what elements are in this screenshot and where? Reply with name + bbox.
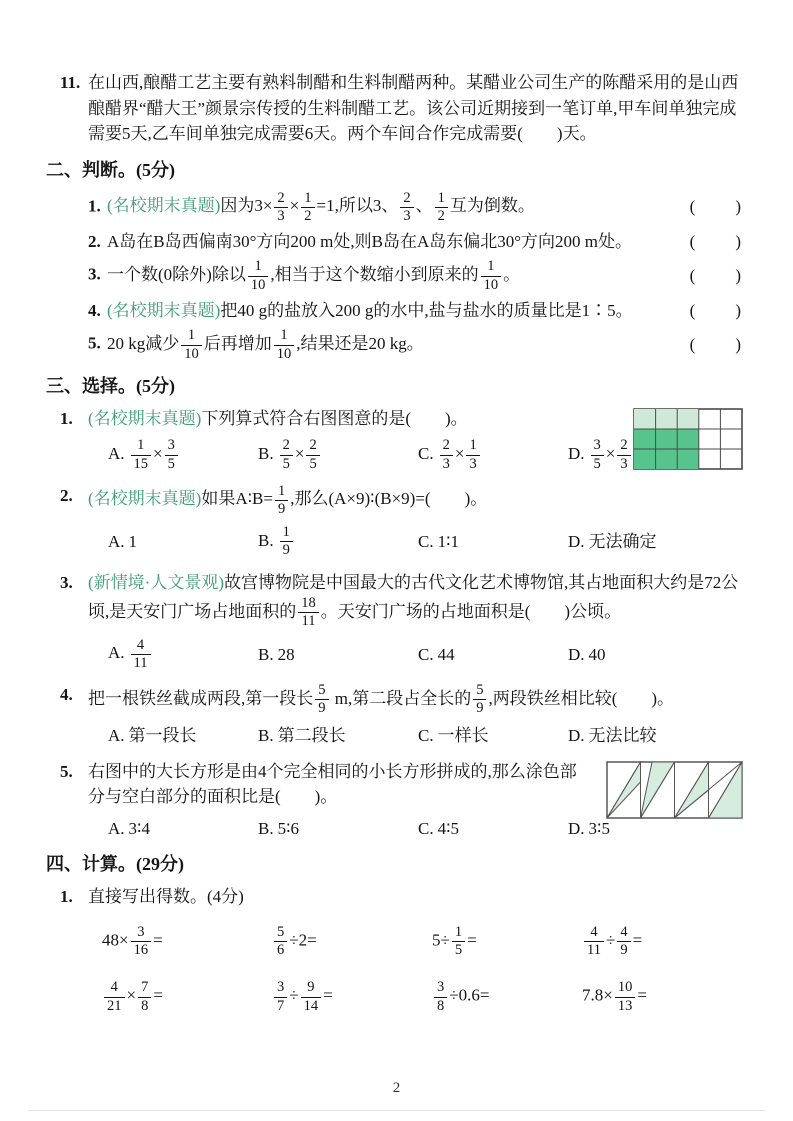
fraction: $\frac{4}{21}$ bbox=[104, 980, 125, 1013]
fraction: $\frac{1}{2}$ bbox=[301, 191, 314, 224]
expression: $\frac{3}{7}$ ÷ $\frac{9}{14}$ = bbox=[272, 979, 432, 1014]
option-D: D. $\frac{3}{5}$ × $\frac{2}{3}$ bbox=[568, 437, 743, 472]
question-number: 5. bbox=[60, 761, 73, 781]
judgment-item-5 bbox=[60, 327, 743, 362]
expression: $\frac{4}{11}$ ÷ $\frac{4}{9}$ = bbox=[582, 924, 743, 959]
question-11 bbox=[60, 70, 743, 147]
option-D: D. 40 bbox=[568, 644, 606, 664]
question-text: (名校期末真题)下列算式符合右图图意的是( )。 bbox=[88, 408, 468, 428]
question-number: 4. bbox=[60, 685, 73, 704]
fraction: $\frac{3}{16}$ bbox=[131, 925, 152, 958]
question-number: 5. bbox=[88, 334, 101, 353]
expression: 48× $\frac{3}{16}$ = bbox=[102, 923, 163, 959]
option-B: B. $\frac{2}{5}$ × $\frac{2}{5}$ bbox=[258, 437, 418, 472]
question-number: 11. bbox=[60, 73, 81, 92]
fraction: $\frac{5}{6}$ bbox=[274, 925, 287, 958]
fraction: $\frac{3}{7}$ bbox=[274, 980, 287, 1013]
option-A: A. $\frac{1}{15}$ × $\frac{3}{5}$ bbox=[108, 437, 258, 472]
question-number: 1. bbox=[88, 196, 101, 216]
choice-item-4 bbox=[60, 682, 743, 749]
fraction: $\frac{2}{5}$ bbox=[280, 438, 293, 471]
calc-row-2 bbox=[102, 979, 743, 1014]
question-text: (名校期末真题)因为3× $\frac{2}{3}$ × $\frac{1}{2}$ =1,所以3、 $\frac{2}{3}$ 、 $\frac{1}{2}$ 互为倒数。 bbox=[107, 189, 535, 224]
section-title-choice: 三、选择。(5分) bbox=[46, 375, 175, 396]
question-text: A岛在B岛西偏南30°方向200 m处,则B岛在A岛东偏北30°方向200 m处。 bbox=[107, 231, 633, 251]
question-text: (名校期末真题)如果A∶B= $\frac{1}{9}$ ,那么(A×9)∶(B×9)=( )。 bbox=[88, 482, 488, 517]
expression: 5÷ $\frac{1}{5}$ = bbox=[432, 923, 477, 959]
choice-item-2 bbox=[60, 483, 743, 560]
section-title-calculation: 四、计算。(29分) bbox=[46, 854, 184, 875]
calc-row-1 bbox=[102, 924, 743, 959]
expression: $\frac{4}{21}$ × $\frac{7}{8}$ = bbox=[102, 979, 272, 1014]
question-text: (新情境·人文景观)故宫博物院是中国最大的古代文化艺术博物馆,其占地面积大约是72公顷,是天安门广场占地面积的 $\frac{18}{11}$ 。天安门广场的占地面积是( )公顷。 bbox=[88, 572, 739, 630]
question-text: 右图中的大长方形是由4个完全相同的小长方形拼成的,那么涂色部分与空白部分的面积比是( )。 bbox=[88, 761, 577, 807]
option-B: B. 28 bbox=[258, 644, 295, 664]
question-number: 2. bbox=[60, 485, 73, 505]
option-C: C. $\frac{2}{3}$ × $\frac{1}{3}$ bbox=[418, 437, 568, 472]
fraction: $\frac{4}{9}$ bbox=[617, 925, 630, 958]
option-A: A. 第一段长 bbox=[108, 726, 197, 746]
option-C: C. 1∶1 bbox=[418, 532, 460, 552]
fraction: $\frac{10}{13}$ bbox=[615, 980, 636, 1013]
fraction: $\frac{3}{5}$ bbox=[591, 438, 604, 471]
expression: $\frac{3}{8}$ ÷0.6= bbox=[432, 979, 582, 1014]
fraction: $\frac{5}{9}$ bbox=[473, 683, 486, 716]
option-C: C. 4∶5 bbox=[418, 818, 460, 838]
question-text: 一个数(0除外)除以 $\frac{1}{10}$ ,相当于这个数缩小到原来的 $\frac{1}{10}$ 。 bbox=[107, 258, 521, 293]
option-C: C. 44 bbox=[418, 644, 455, 664]
fraction: $\frac{1}{10}$ bbox=[274, 328, 295, 361]
question-number: 1. bbox=[60, 408, 73, 428]
fraction: $\frac{1}{5}$ bbox=[452, 925, 465, 958]
question-number: 2. bbox=[88, 231, 101, 251]
option-D: D. 3∶5 bbox=[568, 818, 610, 838]
question-number: 3. bbox=[60, 572, 73, 592]
judgment-item-1 bbox=[60, 190, 743, 225]
answer-blank: ( ) bbox=[689, 300, 743, 320]
question-number: 4. bbox=[88, 300, 101, 320]
subtitle-number: 1. bbox=[60, 887, 73, 907]
fraction: $\frac{1}{15}$ bbox=[131, 438, 152, 471]
question-number: 3. bbox=[88, 265, 101, 285]
option-A: A. 3∶4 bbox=[108, 818, 150, 838]
option-A: A. 1 bbox=[108, 532, 138, 552]
question-text: 在山西,酿醋工艺主要有熟料制醋和生料制醋两种。某醋业公司生产的陈醋采用的是山西酿醋界“醋大王”颜景宗传授的生料制醋工艺。该公司近期接到一笔订单,甲车间单独完成需要5天,乙车间单独完成需要6天。两个车间合作完成需要( )天。 bbox=[88, 73, 739, 143]
fraction: $\frac{3}{8}$ bbox=[434, 980, 447, 1013]
option-A: A. $\frac{4}{11}$ bbox=[108, 637, 258, 672]
choice-item-1 bbox=[60, 406, 743, 473]
fraction: $\frac{1}{9}$ bbox=[275, 484, 288, 517]
expression: $\frac{5}{6}$ ÷2= bbox=[272, 924, 432, 959]
judgment-item-4 bbox=[60, 298, 743, 324]
question-text: 20 kg减少 $\frac{1}{10}$ 后再增加 $\frac{1}{10}$ ,结果还是20 kg。 bbox=[107, 327, 424, 362]
fraction: $\frac{1}{10}$ bbox=[181, 328, 202, 361]
options-row bbox=[108, 637, 743, 672]
fraction: $\frac{2}{5}$ bbox=[306, 438, 319, 471]
fraction: $\frac{2}{3}$ bbox=[274, 191, 287, 224]
fraction: $\frac{2}{3}$ bbox=[617, 438, 630, 471]
judgment-item-2 bbox=[60, 229, 743, 255]
page-number: 2 bbox=[392, 1079, 401, 1096]
fraction: $\frac{3}{5}$ bbox=[165, 438, 178, 471]
answer-blank: ( ) bbox=[689, 197, 743, 217]
fraction: $\frac{9}{14}$ bbox=[301, 980, 322, 1013]
answer-blank: ( ) bbox=[689, 231, 743, 251]
fraction: $\frac{1}{3}$ bbox=[466, 438, 479, 471]
calc-subtitle bbox=[60, 884, 743, 910]
fraction: $\frac{4}{11}$ bbox=[131, 638, 151, 671]
fraction: $\frac{2}{3}$ bbox=[400, 191, 413, 224]
section-title-judgment: 二、判断。(5分) bbox=[46, 159, 175, 180]
rectangles-figure bbox=[606, 761, 743, 827]
fraction: $\frac{1}{10}$ bbox=[481, 259, 502, 292]
fraction: $\frac{1}{10}$ bbox=[248, 259, 269, 292]
question-text: 把一根铁丝截成两段,第一段长 $\frac{5}{9}$ m,第二段占全长的 $\frac{5}{9}$ ,两段铁丝相比较( )。 bbox=[88, 682, 675, 717]
fraction: $\frac{4}{11}$ bbox=[584, 925, 604, 958]
fraction: $\frac{1}{9}$ bbox=[280, 525, 293, 558]
fraction: $\frac{7}{8}$ bbox=[138, 980, 151, 1013]
judgment-item-3 bbox=[60, 258, 743, 293]
fraction: $\frac{2}{3}$ bbox=[440, 438, 453, 471]
fraction: $\frac{1}{2}$ bbox=[435, 191, 448, 224]
answer-blank: ( ) bbox=[689, 335, 743, 355]
option-D: D. 无法确定 bbox=[568, 532, 657, 552]
options-row bbox=[108, 524, 743, 559]
choice-item-5 bbox=[60, 759, 743, 842]
fraction: $\frac{5}{9}$ bbox=[315, 683, 328, 716]
question-text: (名校期末真题)把40 g的盐放入200 g的水中,盐与盐水的质量比是1∶5。 bbox=[107, 300, 633, 320]
subtitle-text: 直接写出得数。(4分) bbox=[88, 887, 244, 907]
fraction-grid-figure bbox=[633, 408, 743, 478]
expression: 7.8× $\frac{10}{13}$ = bbox=[582, 979, 647, 1014]
option-D: D. 无法比较 bbox=[568, 726, 657, 746]
options-row bbox=[108, 723, 743, 749]
fraction: $\frac{18}{11}$ bbox=[298, 596, 319, 629]
option-C: C. 一样长 bbox=[418, 726, 489, 746]
bottom-rule bbox=[28, 1110, 765, 1111]
option-B: B. $\frac{1}{9}$ bbox=[258, 524, 418, 559]
option-B: B. 第二段长 bbox=[258, 726, 346, 746]
answer-blank: ( ) bbox=[689, 266, 743, 286]
option-B: B. 5∶6 bbox=[258, 818, 300, 838]
choice-item-3 bbox=[60, 570, 743, 672]
